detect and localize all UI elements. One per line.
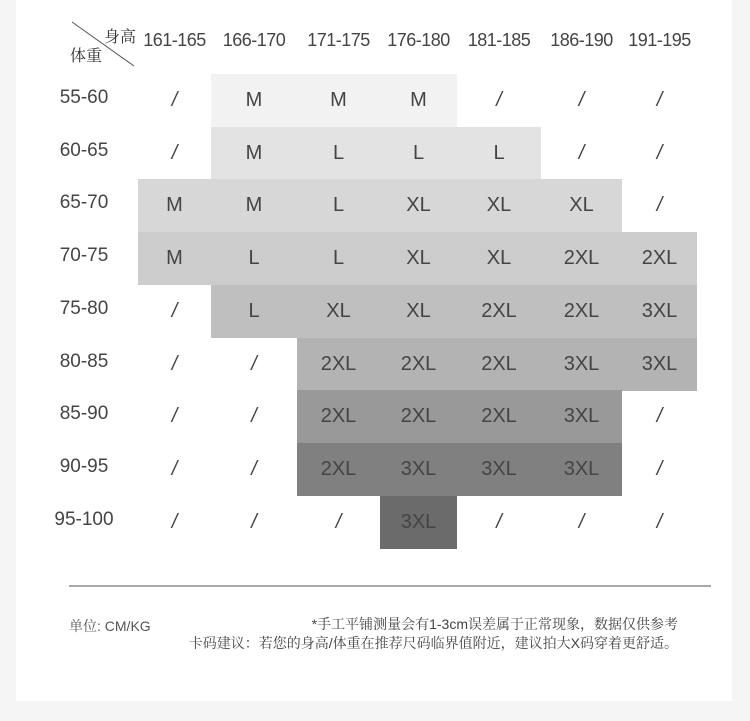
size-cell: XL: [380, 179, 457, 232]
weight-row-header: 80-85: [59, 350, 109, 372]
size-cell: /: [656, 405, 663, 428]
size-cell: L: [457, 127, 541, 180]
size-cell: 2XL: [380, 390, 457, 443]
size-cell: XL: [457, 232, 541, 285]
size-cell: L: [297, 232, 380, 285]
height-column-header: 191-195: [628, 30, 691, 50]
size-cell: /: [496, 89, 502, 112]
size-cell: M: [211, 179, 297, 232]
size-cell: 2XL: [297, 390, 380, 443]
size-cell: /: [496, 510, 502, 533]
size-cell: /: [656, 141, 663, 164]
size-cell: M: [138, 179, 211, 232]
size-cell: /: [578, 510, 585, 533]
weight-row-header: 65-70: [59, 192, 109, 214]
size-cell: M: [380, 74, 457, 127]
size-cell: /: [171, 299, 178, 322]
table-corner-header: [70, 20, 136, 68]
size-chart-card: [16, 0, 732, 701]
size-cell: M: [211, 74, 297, 127]
size-cell: L: [380, 127, 457, 180]
weight-row-header: 85-90: [59, 403, 109, 425]
size-cell: /: [578, 141, 585, 164]
size-cell: 3XL: [622, 285, 697, 338]
size-cell: /: [656, 194, 663, 217]
size-cell: L: [297, 127, 380, 180]
size-cell: XL: [380, 285, 457, 338]
size-cell: M: [297, 74, 380, 127]
sizing-advice-note: 卡码建议：若您的身高/体重在推荐尺码临界值附近，建议拍大X码穿着更舒适。: [188, 635, 678, 651]
size-cell: 3XL: [541, 338, 622, 391]
size-cell: /: [578, 89, 585, 112]
size-cell: /: [251, 510, 257, 533]
height-column-header: 161-165: [143, 30, 206, 50]
size-cell: /: [171, 510, 178, 533]
size-cell: /: [335, 510, 342, 533]
size-cell: /: [171, 352, 178, 375]
size-cell: 2XL: [380, 338, 457, 391]
size-cell: /: [251, 457, 257, 480]
weight-row-header: 60-65: [59, 139, 109, 161]
size-cell: M: [211, 127, 297, 180]
size-cell: 2XL: [457, 285, 541, 338]
weight-axis-label: 体重: [70, 48, 103, 65]
size-cell: /: [171, 89, 178, 112]
size-cell: 2XL: [541, 285, 622, 338]
size-cell: L: [211, 232, 297, 285]
size-cell: /: [656, 89, 663, 112]
height-column-header: 171-175: [307, 30, 370, 50]
size-cell: XL: [541, 179, 622, 232]
size-cell: 2XL: [297, 443, 380, 496]
weight-row-header: 90-95: [59, 455, 109, 477]
size-cell: /: [171, 457, 178, 480]
height-column-header: 186-190: [550, 30, 613, 50]
divider: [69, 585, 711, 587]
weight-row-header: 95-100: [54, 508, 114, 530]
height-column-header: 176-180: [387, 30, 450, 50]
size-cell: L: [211, 285, 297, 338]
size-cell: 3XL: [380, 496, 457, 549]
size-cell: M: [138, 232, 211, 285]
size-cell: 3XL: [622, 338, 697, 391]
size-cell: /: [171, 405, 178, 428]
size-cell: /: [656, 457, 663, 480]
size-cell: 2XL: [622, 232, 697, 285]
size-cell: /: [251, 352, 257, 375]
size-cell: 3XL: [457, 443, 541, 496]
weight-row-header: 70-75: [59, 245, 109, 267]
size-cell: 2XL: [297, 338, 380, 391]
unit-label: 单位: CM/KG: [69, 618, 151, 634]
size-cell: L: [297, 179, 380, 232]
size-cell: XL: [380, 232, 457, 285]
height-column-header: 166-170: [222, 30, 286, 50]
measurement-note: *手工平铺测量会有1-3cm误差属于正常现象，数据仅供参考: [311, 616, 678, 632]
size-cell: 2XL: [457, 390, 541, 443]
weight-row-header: 75-80: [59, 297, 109, 319]
size-cell: 2XL: [541, 232, 622, 285]
size-cell: 3XL: [380, 443, 457, 496]
size-cell: XL: [297, 285, 380, 338]
height-axis-label: 身高: [103, 29, 136, 46]
size-cell: 2XL: [457, 338, 541, 391]
size-cell: /: [171, 141, 178, 164]
size-cell: XL: [457, 179, 541, 232]
weight-row-header: 55-60: [59, 87, 109, 108]
size-cell: /: [251, 405, 257, 428]
size-cell: 3XL: [541, 443, 622, 496]
height-column-header: 181-185: [467, 30, 531, 50]
size-cell: 3XL: [541, 390, 622, 443]
size-cell: /: [656, 510, 663, 533]
